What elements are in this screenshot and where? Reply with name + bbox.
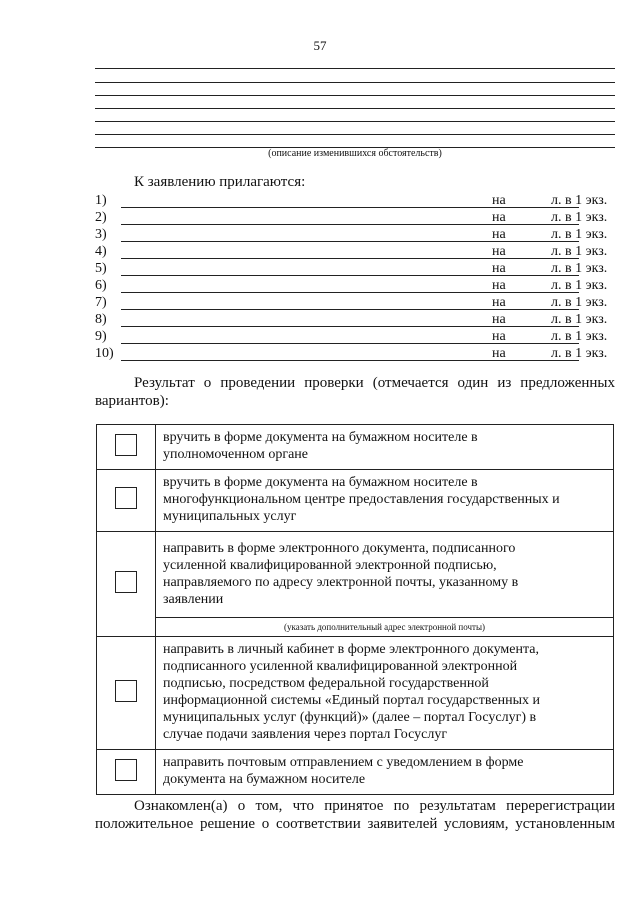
attachment-sheets: л. в 1 экз. — [551, 227, 608, 242]
attachment-na: на — [492, 278, 506, 293]
attachment-sheets-blank[interactable] — [517, 241, 545, 242]
option-text — [156, 750, 614, 795]
attachment-row — [95, 329, 615, 346]
option-text — [156, 425, 614, 470]
attachment-sheets-blank[interactable] — [517, 207, 545, 208]
attachment-na: на — [492, 244, 506, 259]
attachment-na: на — [492, 312, 506, 327]
attachment-row — [95, 193, 615, 210]
option-row — [97, 618, 614, 637]
option-checkbox[interactable] — [115, 759, 137, 781]
attachments-heading: К заявлению прилагаются: — [134, 174, 306, 190]
extra-email-field[interactable] — [156, 618, 614, 637]
attachment-sheets-blank[interactable] — [517, 343, 545, 344]
attachment-number: 10) — [95, 346, 114, 361]
extra-email-caption: (указать дополнительный адрес электронной почты) — [284, 622, 485, 632]
attachment-sheets-blank[interactable] — [517, 258, 545, 259]
attachment-name-line[interactable] — [121, 258, 579, 259]
attachment-number: 4) — [95, 244, 107, 259]
option-line: заявлении — [163, 591, 224, 607]
result-intro — [95, 374, 615, 410]
option-checkbox[interactable] — [115, 571, 137, 593]
circumstances-line[interactable] — [95, 95, 615, 96]
attachment-name-line[interactable] — [121, 360, 579, 361]
option-line: документа на бумажном носителе — [163, 772, 366, 787]
attachment-sheets-blank[interactable] — [517, 309, 545, 310]
option-row — [97, 637, 614, 750]
attachment-name-line[interactable] — [121, 309, 579, 310]
option-line: направляемого по адресу электронной почты, указанному в — [163, 574, 519, 590]
attachment-row — [95, 261, 615, 278]
attachment-row — [95, 346, 615, 363]
circumstances-line[interactable] — [95, 121, 615, 122]
attachment-sheets-blank[interactable] — [517, 292, 545, 293]
option-row — [97, 470, 614, 532]
option-line: подписью, посредством федеральной государственной — [163, 676, 489, 691]
attachment-number: 6) — [95, 278, 107, 293]
option-line: подписанного усиленной квалифицированной электронной — [163, 659, 518, 674]
option-line: муниципальных услуг (функций)» (далее – портал Госуслуг) в — [163, 710, 537, 725]
acknowledgement-line: Ознакомлен(а) о том, что принятое по результатам перерегистрации — [134, 798, 615, 814]
option-line: направить в личный кабинет в форме электронного документа, — [163, 642, 539, 657]
attachment-na: на — [492, 193, 506, 208]
option-line: случае подачи заявления через портал Госуслуг — [163, 727, 448, 742]
option-checkbox[interactable] — [115, 434, 137, 456]
option-text — [156, 532, 614, 618]
option-text — [156, 637, 614, 750]
attachment-name-line[interactable] — [121, 343, 579, 344]
attachment-number: 9) — [95, 329, 107, 344]
attachment-sheets: л. в 1 экз. — [551, 312, 608, 327]
option-line: муниципальных услуг — [163, 509, 297, 524]
attachment-row — [95, 278, 615, 295]
option-line: усиленной квалифицированной электронной подписью, — [163, 557, 497, 573]
attachment-number: 3) — [95, 227, 107, 242]
page-number: 57 — [313, 38, 327, 53]
result-intro-line: вариантов): — [95, 393, 169, 409]
attachment-na: на — [492, 261, 506, 276]
option-checkbox[interactable] — [115, 680, 137, 702]
circumstances-line[interactable] — [95, 134, 615, 135]
option-row — [97, 532, 614, 618]
attachment-na: на — [492, 295, 506, 310]
option-row — [97, 750, 614, 795]
attachment-name-line[interactable] — [121, 275, 579, 276]
option-checkbox[interactable] — [115, 487, 137, 509]
attachment-sheets-blank[interactable] — [517, 275, 545, 276]
acknowledgement-line: положительное решение о соответствии заявителей условиям, установленным — [95, 816, 615, 832]
attachment-sheets: л. в 1 экз. — [551, 329, 608, 344]
result-intro-line: Результат о проведении проверки (отмечается один из предложенных — [134, 375, 615, 391]
attachment-sheets: л. в 1 экз. — [551, 244, 608, 259]
attachment-number: 7) — [95, 295, 107, 310]
attachment-row — [95, 312, 615, 329]
option-line: информационной системы «Единый портал государственных и — [163, 693, 540, 708]
option-line: направить в форме электронного документа, подписанного — [163, 540, 516, 556]
attachment-sheets: л. в 1 экз. — [551, 210, 608, 225]
attachment-row — [95, 210, 615, 227]
option-line: вручить в форме документа на бумажном носителе в — [163, 475, 478, 490]
option-line: вручить в форме документа на бумажном носителе в — [163, 430, 478, 445]
attachment-sheets-blank[interactable] — [517, 224, 545, 225]
circumstances-caption: (описание изменившихся обстоятельств) — [268, 148, 442, 159]
attachment-na: на — [492, 210, 506, 225]
attachment-number: 2) — [95, 210, 107, 225]
attachment-na: на — [492, 329, 506, 344]
attachment-name-line[interactable] — [121, 207, 579, 208]
attachment-sheets-blank[interactable] — [517, 360, 545, 361]
option-line: уполномоченном органе — [163, 447, 309, 462]
attachment-sheets: л. в 1 экз. — [551, 295, 608, 310]
attachment-name-line[interactable] — [121, 241, 579, 242]
option-line: многофункциональном центре предоставления государственных и — [163, 492, 560, 507]
circumstances-line[interactable] — [95, 68, 615, 69]
attachment-name-line[interactable] — [121, 292, 579, 293]
attachment-na: на — [492, 346, 506, 361]
attachment-sheets-blank[interactable] — [517, 326, 545, 327]
acknowledgement — [95, 797, 615, 833]
circumstances-line[interactable] — [95, 108, 615, 109]
option-text — [156, 470, 614, 532]
attachment-number: 1) — [95, 193, 107, 208]
attachment-na: на — [492, 227, 506, 242]
attachment-sheets: л. в 1 экз. — [551, 261, 608, 276]
attachment-name-line[interactable] — [121, 326, 579, 327]
attachment-number: 8) — [95, 312, 107, 327]
option-line: направить почтовым отправлением с уведомлением в форме — [163, 755, 524, 770]
attachment-sheets: л. в 1 экз. — [551, 346, 608, 361]
attachment-row — [95, 244, 615, 261]
circumstances-line[interactable] — [95, 82, 615, 83]
option-row — [97, 425, 614, 470]
attachment-sheets: л. в 1 экз. — [551, 278, 608, 293]
attachment-name-line[interactable] — [121, 224, 579, 225]
attachment-sheets: л. в 1 экз. — [551, 193, 608, 208]
attachment-number: 5) — [95, 261, 107, 276]
attachment-row — [95, 295, 615, 312]
attachment-row — [95, 227, 615, 244]
delivery-options-table — [96, 424, 614, 795]
